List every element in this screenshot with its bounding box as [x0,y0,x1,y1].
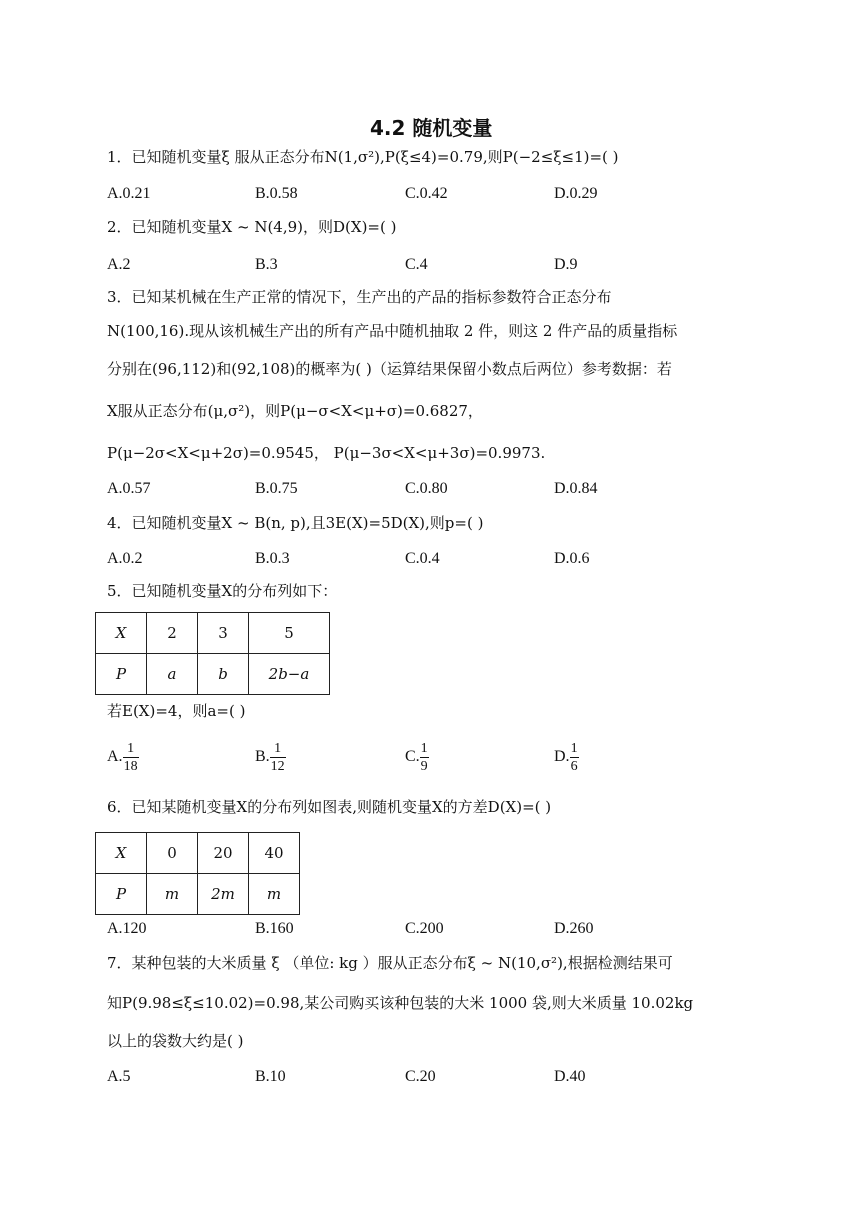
question-1-option-c[interactable]: C.0.42 [405,185,448,202]
question-7-option-a[interactable]: A.5 [107,1068,131,1085]
question-5-option-b[interactable]: B. $\frac{1}{12}$ [255,741,285,774]
question-7-stem-line-2: 知P(9.98≤ξ≤10.02)=0.98,某公司购买该种包装的大米 1000 袋,则大米质量 10.02kg [107,994,694,1012]
question-4-option-b[interactable]: B.0.3 [255,550,290,567]
question-3-stem-line-3: 分别在(96,112)和(92,108)的概率为( )（运算结果保留小数点后两位）参考数据：若 [107,360,672,378]
table-cell: 20 [198,833,249,874]
question-3-stem-line-1: 3．已知某机械在生产正常的情况下，生产出的产品的指标参数符合正态分布 [107,288,612,306]
question-3-option-d[interactable]: D.0.84 [554,480,598,497]
question-6-stem: 6．已知某随机变量X的分布列如图表,则随机变量X的方差D(X)=( ) [107,798,552,816]
question-3-stem-line-5: P(μ−2σ<X<μ+2σ)=0.9545， P(μ−3σ<X<μ+3σ)=0.9973. [107,444,546,462]
table-cell: 0 [147,833,198,874]
question-5-distribution-table [95,612,330,695]
table-cell: a [147,654,198,695]
question-5-condition: 若E(X)=4，则a=( ) [107,702,246,720]
table-cell: m [147,874,198,915]
question-1-stem: 1．已知随机变量ξ 服从正态分布N(1,σ²),P(ξ≤4)=0.79,则P(−2≤ξ≤1)=( ) [107,148,619,166]
question-6-option-c[interactable]: C.200 [405,920,444,937]
question-2-option-d[interactable]: D.9 [554,256,578,273]
question-7-stem-line-1: 7．某种包装的大米质量 ξ （单位: kg ）服从正态分布ξ ~ N(10,σ²),根据检测结果可 [107,954,673,972]
question-4-option-c[interactable]: C.0.4 [405,550,440,567]
question-2-stem: 2．已知随机变量X ~ N(4,9)，则D(X)=( ) [107,218,397,236]
table-cell: X [96,613,147,654]
question-4-stem: 4．已知随机变量X ~ B(n, p),且3E(X)=5D(X),则p=( ) [107,514,484,532]
table-cell: P [96,654,147,695]
table-cell: 2 [147,613,198,654]
question-5-stem: 5．已知随机变量X的分布列如下： [107,582,338,600]
question-3-stem-line-4: X服从正态分布(μ,σ²)，则P(μ−σ<X<μ+σ)=0.6827， [107,402,483,420]
question-5-option-d[interactable]: D. $\frac{1}{6}$ [554,741,578,774]
question-2-option-a[interactable]: A.2 [107,256,131,273]
table-cell: 2m [198,874,249,915]
table-cell: 2b−a [249,654,330,695]
table-cell: m [249,874,300,915]
question-6-distribution-table [95,832,300,915]
table-cell: 40 [249,833,300,874]
table-cell: b [198,654,249,695]
question-6-option-a[interactable]: A.120 [107,920,147,937]
question-3-option-c[interactable]: C.0.80 [405,480,448,497]
question-4-option-a[interactable]: A.0.2 [107,550,143,567]
table-cell: X [96,833,147,874]
question-5-option-c[interactable]: C. $\frac{1}{9}$ [405,741,428,774]
question-6-option-d[interactable]: D.260 [554,920,594,937]
question-6-option-b[interactable]: B.160 [255,920,294,937]
question-3-stem-line-2: N(100,16).现从该机械生产出的所有产品中随机抽取 2 件，则这 2 件产品的质量指标 [107,322,678,340]
question-1-option-d[interactable]: D.0.29 [554,185,598,202]
question-3-option-a[interactable]: A.0.57 [107,480,151,497]
table-row [96,833,300,874]
question-7-stem-line-3: 以上的袋数大约是( ) [107,1032,244,1050]
table-row [96,613,330,654]
question-3-option-b[interactable]: B.0.75 [255,480,298,497]
page-title: 4.2 随机变量 [370,116,493,140]
table-cell: P [96,874,147,915]
question-2-option-c[interactable]: C.4 [405,256,428,273]
table-cell: 3 [198,613,249,654]
question-4-option-d[interactable]: D.0.6 [554,550,590,567]
table-row [96,874,300,915]
table-row [96,654,330,695]
question-7-option-b[interactable]: B.10 [255,1068,286,1085]
question-2-option-b[interactable]: B.3 [255,256,278,273]
question-7-option-d[interactable]: D.40 [554,1068,586,1085]
question-1-option-b[interactable]: B.0.58 [255,185,298,202]
table-cell: 5 [249,613,330,654]
question-1-option-a[interactable]: A.0.21 [107,185,151,202]
question-7-option-c[interactable]: C.20 [405,1068,436,1085]
question-5-option-a[interactable]: A. $\frac{1}{18}$ [107,741,138,774]
